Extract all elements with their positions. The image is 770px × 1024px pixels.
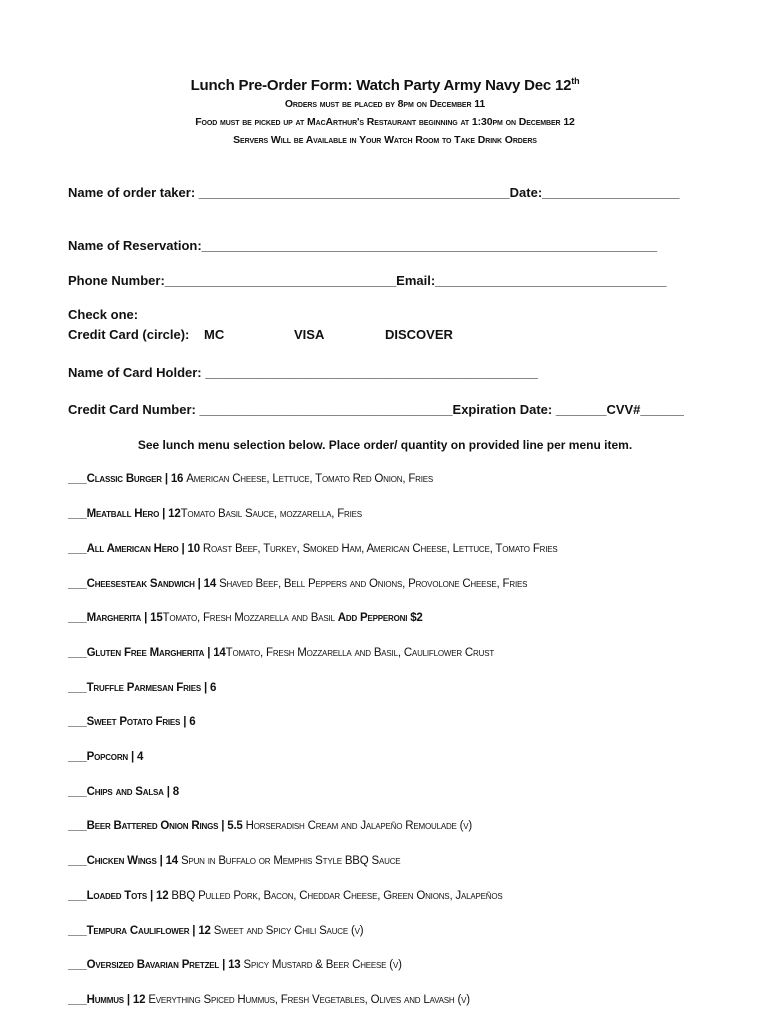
menu-item — [68, 890, 503, 902]
quantity-line[interactable]: ___ — [68, 543, 87, 555]
menu-item — [68, 994, 470, 1006]
item-name: Chips and Salsa — [86, 786, 164, 798]
quantity-line[interactable]: ___ — [68, 508, 87, 520]
email-label: Email: — [396, 273, 436, 288]
quantity-line[interactable]: ___ — [68, 855, 87, 867]
item-name: Gluten Free Margherita — [86, 647, 205, 659]
expiration-label: Expiration Date: — [452, 402, 556, 417]
menu-item — [68, 612, 423, 624]
item-price: | 13 — [219, 959, 244, 971]
menu-item — [68, 820, 472, 832]
item-price: | 15 — [141, 612, 163, 624]
item-price: | 14 — [156, 855, 181, 867]
item-price: | 12 — [159, 508, 181, 520]
expiration-field[interactable]: _______ — [555, 402, 607, 417]
item-price: | 12 — [146, 890, 172, 902]
title-superscript: th — [571, 76, 580, 86]
card-number-label: Credit Card Number: — [68, 402, 200, 417]
menu-item — [68, 855, 400, 867]
item-name: Popcorn — [86, 751, 128, 763]
quantity-line[interactable]: ___ — [68, 994, 87, 1006]
quantity-line[interactable]: ___ — [68, 890, 87, 902]
item-name: Sweet Potato Fries — [86, 716, 181, 728]
item-name: Loaded Tots — [86, 890, 147, 902]
item-price: | 14 — [204, 647, 226, 659]
item-name: Oversized Bavarian Pretzel — [86, 959, 220, 971]
menu-item — [68, 786, 179, 798]
order-taker-field[interactable]: ___________________________________________ — [198, 185, 510, 200]
item-description: BBQ Pulled Pork, Bacon, Cheddar Cheese, Green Onions, Jalapeños — [171, 890, 503, 902]
cvv-field[interactable]: ______ — [640, 402, 684, 417]
menu-item — [68, 508, 362, 520]
menu-item — [68, 543, 558, 555]
item-description: Roast Beef, Turkey, Smoked Ham, American Cheese, Lettuce, Tomato Fries — [202, 543, 558, 555]
quantity-line[interactable]: ___ — [68, 786, 87, 798]
card-holder-row — [68, 365, 538, 380]
card-option-discover[interactable]: DISCOVER — [385, 327, 453, 342]
item-price: | 12 — [189, 925, 214, 937]
reservation-label: Name of Reservation: — [68, 238, 202, 253]
form-title — [0, 76, 770, 94]
menu-item — [68, 473, 433, 485]
item-description: Tomato Basil Sauce, mozzarella, Fries — [180, 508, 362, 520]
menu-item — [68, 682, 216, 694]
quantity-line[interactable]: ___ — [68, 959, 87, 971]
reservation-row — [68, 238, 657, 253]
menu-item — [68, 751, 143, 763]
card-option-mc[interactable]: MC — [204, 327, 225, 342]
quantity-line[interactable]: ___ — [68, 578, 87, 590]
item-price: | 5.5 — [218, 820, 246, 832]
item-description: Sweet and Spicy Chili Sauce (v) — [213, 925, 364, 937]
date-field[interactable]: ___________________ — [542, 185, 680, 200]
quantity-line[interactable]: ___ — [68, 647, 87, 659]
menu-item — [68, 647, 494, 659]
pickup-line: Food must be picked up at MacArthur's Restaurant beginning at 1:30pm on December 12 — [195, 116, 575, 128]
menu-item — [68, 925, 363, 937]
item-description: Shaved Beef, Bell Peppers and Onions, Provolone Cheese, Fries — [219, 578, 528, 590]
item-description: Horseradish Cream and Jalapeño Remoulade (v) — [245, 820, 473, 832]
menu-item — [68, 716, 195, 728]
quantity-line[interactable]: ___ — [68, 612, 87, 624]
item-price: | 16 — [161, 473, 187, 485]
item-price: | 8 — [163, 786, 179, 798]
item-name: Meatball Hero — [86, 508, 160, 520]
item-name: Tempura Cauliflower — [86, 925, 190, 937]
card-option-visa[interactable]: VISA — [294, 327, 325, 342]
item-description: Tomato, Fresh Mozzarella and Basil, Cauliflower Crust — [225, 647, 495, 659]
quantity-line[interactable]: ___ — [68, 751, 87, 763]
item-description: Tomato, Fresh Mozzarella and Basil — [162, 612, 338, 624]
check-one-label: Check one: — [68, 307, 139, 322]
item-price: | 4 — [127, 751, 144, 763]
reservation-field[interactable]: _______________________________________________________________ — [201, 238, 658, 253]
item-name: Margherita — [86, 612, 142, 624]
order-deadline-line: Orders must be placed by 8pm on December 11 — [284, 98, 486, 110]
item-extra: Add Pepperoni $2 — [337, 612, 423, 624]
item-price: | 6 — [200, 682, 217, 694]
quantity-line[interactable]: ___ — [68, 820, 87, 832]
date-label: Date: — [509, 185, 543, 200]
item-price: | 14 — [194, 578, 220, 590]
form-title-text: Lunch Pre-Order Form: Watch Party Army Navy Dec 12 — [190, 77, 572, 94]
item-name: All American Hero — [86, 543, 179, 555]
credit-card-label: Credit Card (circle): — [68, 327, 190, 342]
menu-item — [68, 578, 527, 590]
card-number-field[interactable]: ___________________________________ — [199, 402, 453, 417]
quantity-line[interactable]: ___ — [68, 682, 87, 694]
item-description: American Cheese, Lettuce, Tomato Red Onion, Fries — [186, 473, 434, 485]
item-description: Spicy Mustard & Beer Cheese (v) — [243, 959, 402, 971]
item-name: Beer Battered Onion Rings — [86, 820, 219, 832]
item-description: Spun in Buffalo or Memphis Style BBQ Sauce — [180, 855, 401, 867]
menu-instructions: See lunch menu selection below. Place order/ quantity on provided line per menu item. — [137, 438, 633, 452]
item-description: Everything Spiced Hummus, Fresh Vegetables, Olives and Lavash (v) — [148, 994, 470, 1006]
item-price: | 12 — [123, 994, 149, 1006]
item-name: Classic Burger — [86, 473, 162, 485]
item-name: Truffle Parmesan Fries — [86, 682, 201, 694]
email-field[interactable]: ________________________________ — [435, 273, 667, 288]
card-holder-label: Name of Card Holder: — [68, 365, 206, 380]
card-holder-field[interactable]: ______________________________________________ — [205, 365, 538, 380]
phone-email-row — [68, 273, 667, 288]
menu-item — [68, 959, 402, 971]
order-taker-row — [68, 185, 680, 200]
cvv-label: CVV# — [606, 402, 641, 417]
servers-line: Servers Will be Available in Your Watch Room to Take Drink Orders — [233, 134, 537, 146]
item-price: | 10 — [178, 543, 203, 555]
quantity-line[interactable]: ___ — [68, 716, 87, 728]
phone-field[interactable]: ________________________________ — [164, 273, 397, 288]
item-name: Cheesesteak Sandwich — [86, 578, 195, 590]
card-number-row — [68, 402, 684, 417]
order-taker-label: Name of order taker: — [68, 185, 199, 200]
item-price: | 6 — [180, 716, 196, 728]
item-name: Chicken Wings — [86, 855, 157, 867]
quantity-line[interactable]: ___ — [68, 473, 87, 485]
quantity-line[interactable]: ___ — [68, 925, 87, 937]
phone-label: Phone Number: — [68, 273, 165, 288]
item-name: Hummus — [86, 994, 124, 1006]
